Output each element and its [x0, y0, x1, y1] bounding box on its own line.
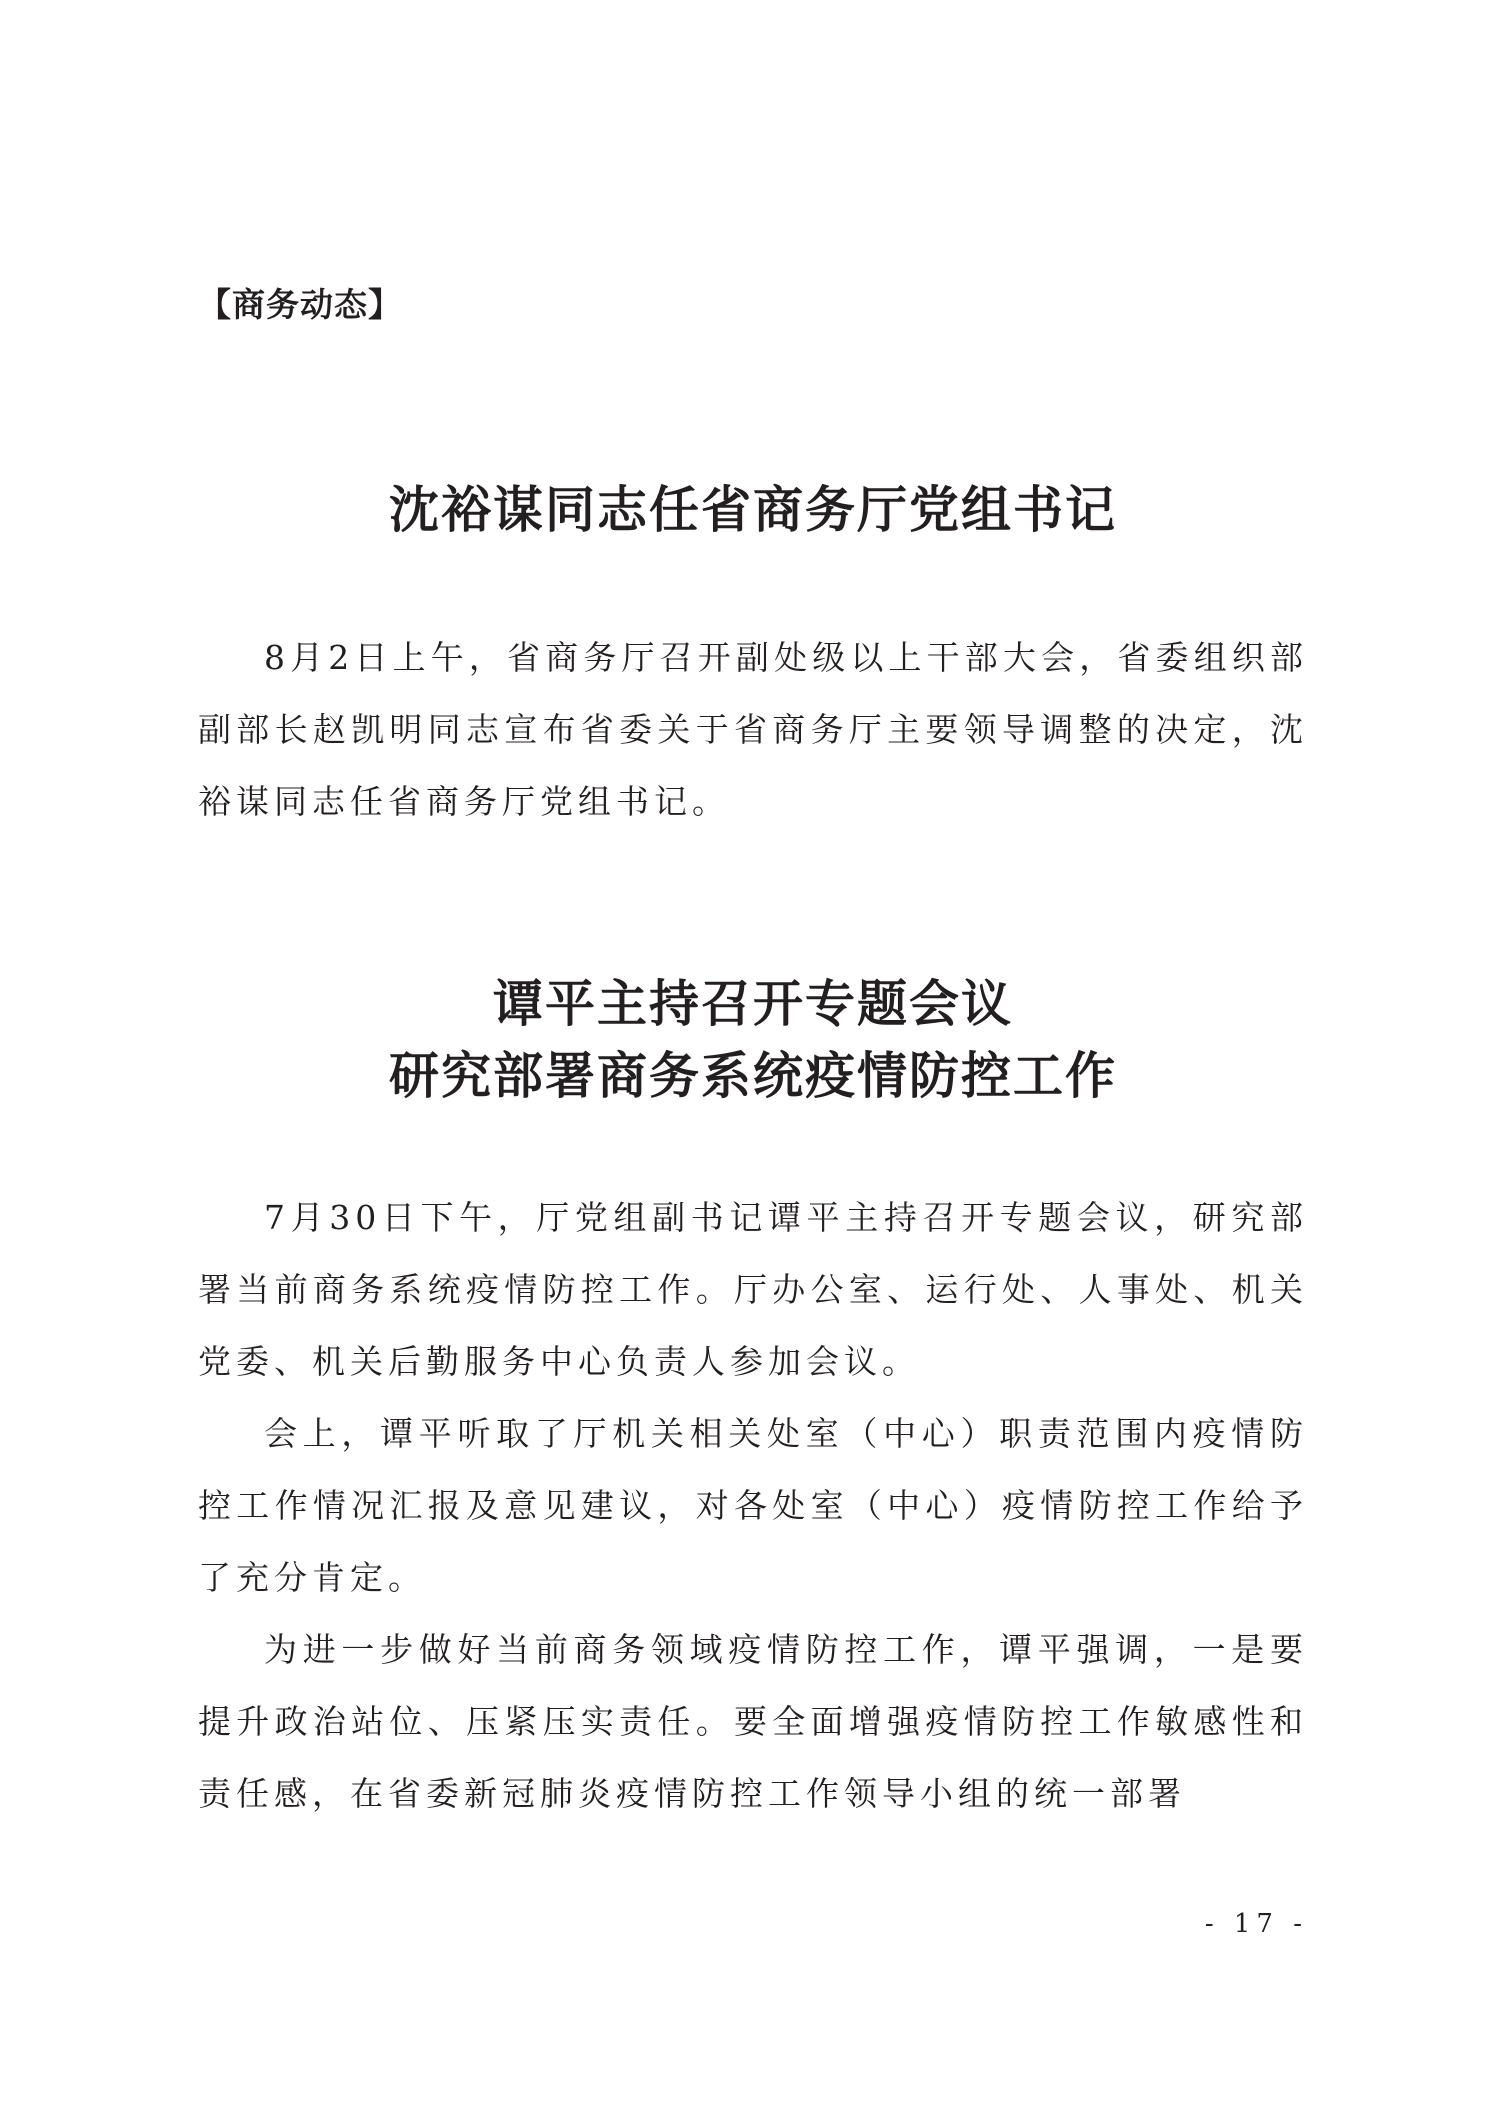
- article-2-title-line-1: 谭平主持召开专题会议: [493, 974, 1013, 1033]
- article-1-title: [198, 474, 1308, 546]
- article-2-paragraph-2: 会上，谭平听取了厅机关相关处室（中心）职责范围内疫情防控工作情况汇报及意见建议，对各处室（中心）疫情防控工作给予了充分肯定。: [198, 1414, 1308, 1597]
- article-2-paragraph-1: 7月30日下午，厅党组副书记谭平主持召开专题会议，研究部署当前商务系统疫情防控工作。厅办公室、运行处、人事处、机关党委、机关后勤服务中心负责人参加会议。: [198, 1198, 1308, 1381]
- article-2-paragraph-3: 为进一步做好当前商务领域疫情防控工作，谭平强调，一是要提升政治站位、压紧压实责任。要全面增强疫情防控工作敏感性和责任感，在省委新冠肺炎疫情防控工作领导小组的统一部署: [198, 1630, 1308, 1813]
- article-1-title-line: 沈裕谋同志任省商务厅党组书记: [389, 480, 1117, 539]
- article-2-title: [198, 968, 1308, 1112]
- article-2-title-line-2: 研究部署商务系统疫情防控工作: [389, 1046, 1117, 1105]
- article-1-paragraph-1: 8月2日上午，省商务厅召开副处级以上干部大会，省委组织部副部长赵凯明同志宣布省委关于省商务厅主要领导调整的决定，沈裕谋同志任省商务厅党组书记。: [198, 638, 1308, 821]
- page-number: - 17 -: [1204, 1909, 1308, 1939]
- section-label: 【商务动态】: [198, 285, 402, 324]
